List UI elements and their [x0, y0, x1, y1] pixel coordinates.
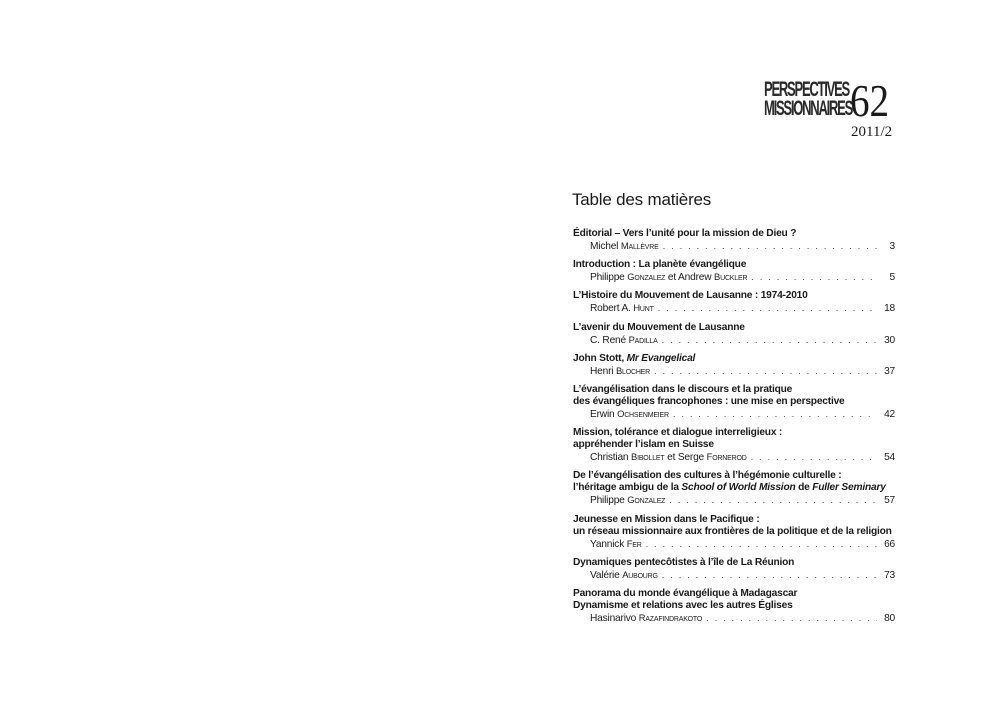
- toc-entry: [573, 470, 895, 507]
- entry-title: L’avenir du Mouvement de Lausanne: [573, 321, 745, 333]
- entry-title-line-2: des évangéliques francophones : une mise en perspective: [573, 395, 845, 407]
- dot-leader: [706, 613, 877, 625]
- entry-page-number: 30: [884, 334, 895, 346]
- entry-author: Henri Blocher: [590, 364, 651, 377]
- entry-page-number: 5: [889, 272, 895, 284]
- dot-leader: [663, 241, 877, 253]
- entry-author-line: [573, 408, 895, 421]
- entry-author: Erwin Ochsenmeier: [590, 407, 669, 420]
- toc-entry: [573, 384, 895, 421]
- entry-author-line: [573, 494, 895, 507]
- entry-author-line: [573, 240, 895, 253]
- entry-author-line: [573, 451, 895, 464]
- entry-author: Robert A. Hunt: [590, 302, 654, 315]
- entry-title-line-2: Dynamisme et relations avec les autres Églises: [573, 599, 793, 611]
- toc-entry: [573, 228, 895, 253]
- entry-author: Philippe Gonzalez et Andrew Buckler: [590, 271, 748, 284]
- entry-title: L’Histoire du Mouvement de Lausanne : 1974-2010: [573, 290, 808, 302]
- entry-author-line: [573, 334, 895, 347]
- dot-leader: [662, 335, 877, 347]
- table-of-contents: [573, 228, 895, 631]
- dot-leader: [646, 539, 877, 551]
- logo-line-1: PERSPECTIVES: [764, 78, 849, 101]
- entry-author: Michel Mallèvre: [590, 240, 659, 252]
- entry-author: C. René Padilla: [590, 333, 658, 346]
- entry-title-line-2: appréhender l’islam en Suisse: [573, 439, 714, 451]
- toc-entry: [573, 353, 895, 378]
- entry-page-number: 37: [884, 365, 895, 377]
- toc-title: Table des matières: [572, 190, 712, 209]
- dot-leader: [669, 495, 877, 507]
- dot-leader: [751, 452, 877, 464]
- toc-entry: [573, 557, 895, 582]
- dot-leader: [662, 570, 877, 582]
- entry-author: Hasinarivo Razafindrakoto: [590, 611, 703, 624]
- entry-page-number: 57: [884, 495, 895, 507]
- entry-page-number: 3: [889, 241, 895, 252]
- entry-title: Mission, tolérance et dialogue interreligieux :: [573, 427, 783, 439]
- entry-title: Dynamiques pentecôtistes à l’île de La Réunion: [573, 556, 795, 568]
- entry-title-line-2: l’héritage ambigu de la School of World Mission de Fuller Seminary: [573, 482, 886, 494]
- entry-author-line: [573, 569, 895, 582]
- entry-page-number: 42: [884, 408, 895, 420]
- entry-title: Panorama du monde évangélique à Madagascar: [573, 587, 798, 599]
- logo-line-2: MISSIONNAIRES: [764, 97, 853, 120]
- entry-page-number: 54: [884, 452, 895, 464]
- entry-title: De l’évangélisation des cultures à l’hégémonie culturelle :: [573, 470, 842, 482]
- entry-title: L’évangélisation dans le discours et la pratique: [573, 383, 793, 395]
- dot-leader: [658, 303, 877, 315]
- dot-leader: [654, 366, 877, 378]
- entry-page-number: 73: [884, 569, 895, 581]
- entry-page-number: 66: [884, 538, 895, 550]
- entry-author-line: [573, 538, 895, 551]
- journal-masthead: [764, 75, 904, 150]
- entry-page-number: 80: [884, 612, 895, 624]
- toc-entry: [573, 259, 895, 284]
- entry-author-line: [573, 271, 895, 284]
- toc-entry: [573, 322, 895, 347]
- entry-author: Philippe Gonzalez: [590, 494, 666, 507]
- entry-author-line: [573, 365, 895, 378]
- entry-author-line: [573, 302, 895, 315]
- toc-entry: [573, 588, 895, 625]
- entry-title: John Stott, Mr Evangelical: [573, 352, 696, 364]
- entry-author: Yannick Fer: [590, 537, 642, 550]
- entry-author-line: [573, 612, 895, 625]
- toc-entry: [573, 427, 895, 464]
- dot-leader: [673, 409, 877, 421]
- entry-title: Introduction : La planète évangélique: [573, 259, 747, 271]
- journal-logo: [764, 80, 852, 118]
- toc-entry: [573, 290, 895, 315]
- dot-leader: [751, 272, 877, 284]
- entry-title-line-2: un réseau missionnaire aux frontières de la politique et de la religion: [573, 525, 892, 537]
- entry-author: Christian Bibollet et Serge Fornerod: [590, 451, 747, 464]
- issue-year: 2011/2: [851, 124, 893, 140]
- entry-page-number: 18: [884, 303, 895, 315]
- entry-title: Jeunesse en Mission dans le Pacifique :: [573, 513, 760, 525]
- issue-number: 62: [850, 75, 890, 126]
- entry-title: Éditorial – Vers l’unité pour la mission de Dieu ?: [573, 228, 797, 239]
- entry-author: Valérie Aubourg: [590, 568, 658, 581]
- toc-entry: [573, 514, 895, 551]
